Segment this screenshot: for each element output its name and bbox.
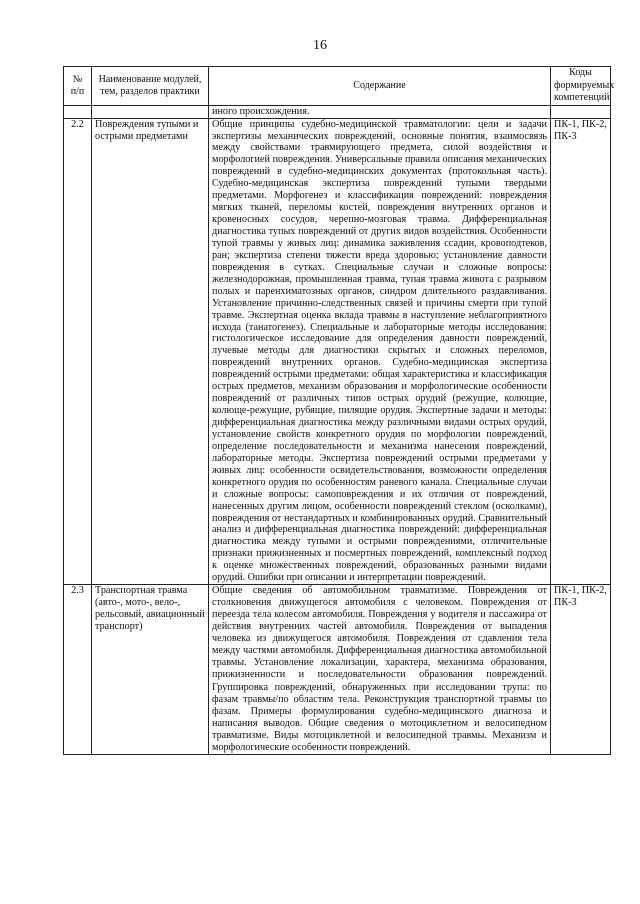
header-codes: Коды формируемых компетенций: [551, 67, 611, 106]
cell-empty: [92, 105, 209, 118]
header-content: Содержание: [209, 67, 551, 106]
header-num-text: № п/п: [70, 73, 85, 97]
module-name: Транспортная травма (авто-, мото-, вело-, рельсовый, авиационный транспорт): [92, 585, 209, 755]
module-content: Общие принципы судебно-медицинской травматологии: цели и задачи экспертизы механических повреждений, основные понятия, взаимосвязь между свойствами травмирующего предмета, силой воздействия и морфологией повреждения. Универсальные правила описания механических повреждений в судебно-медицинских документах (протокольная часть). Судебно-медицинская экспертиза повреждений тупыми твердыми предметами. Морфогенез и классификация повреждений: повреждения мягких тканей, переломы костей, повреждения внутренних органов и кровеносных сосудов, черепно-мозговая травма. Дифференциальная диагностика тупых повреждений от других видов воздействия. Особенности тупой травмы у живых лиц: динамика заживления ссадин, кровоподтеков, ран; экспертиза степени тяжести вреда здоровью; установление давности повреждения в сутках. Специальные случаи и сложные вопросы: железнодорожная, промышленная травма, тупая травма живота с разрывом полых и паренхиматозных органов, синдром длительного раздавливания. Установление причинно-следственных связей и причины смерти при тупой травме. Экспертная оценка вклада травмы в наступление неблагоприятного исхода (танатогенез). Специальные и лабораторные методы исследования: гистологическое исследование для определения давности повреждений, лучевые методы для диагностики скрытых и сложных переломов, повреждений внутренних органов. Судебно-медицинская экспертиза повреждений острыми предметами: общая характеристика и классификация острых предметов, механизм образования и морфологические особенности повреждений от различных типов острых орудий (режущие, колющие, колюще-режущие, рубящие, пилящие орудия. Экспертные задачи и методы: дифференциальная диагностика между различными видами острых орудий, установление свойств конкретного орудия по морфологии повреждений, определение последовательности и механизма нанесения повреждений, лабораторные методы. Экспертиза повреждений острыми предметами у живых лиц: особенности освидетельствования, возможности определения конкретного орудия по особенностям раневого канала. Специальные случаи и сложные вопросы: самоповреждения и их отличия от повреждений, нанесенных другим лицом, особенности повреждений стеклом (осколками), повреждения от нестандартных и комбинированных орудий. Сравнительный анализ и дифференциальная диагностика повреждений: дифференциальная диагностика между тупыми и острыми повреждениями, отличительные признаки прижизненных и посмертных повреждений, комплексный подход к оценке множественных повреждений, образованных разными видами орудий. Ошибки при описании и интерпретации повреждений.: [209, 118, 551, 585]
row-number: 2.2: [64, 118, 92, 585]
cell-empty: [64, 105, 92, 118]
curriculum-table: [63, 66, 615, 755]
row-number: 2.3: [64, 585, 92, 755]
competency-codes: ПК-1, ПК-2, ПК-3: [551, 118, 611, 585]
page-number: 16: [313, 38, 327, 53]
module-content: Общие сведения об автомобильном травматизме. Повреждения от столкновения движущегося автомобиля с человеком. Повреждения от переезда тела колесом автомобиля. Повреждения у водителя и пассажира от действия внутренних частей автомобиля. Повреждения от выпадения человека из движущегося автомобиля. Повреждения от сдавления тела между частями автомобиля. Дифференциальная диагностика автомобильной травмы. Установление локализации, характера, механизма образования, прижизненности и последовательности образования повреждений. Группировка повреждений, обнаруженных при исследовании трупа: по фазам травмы/по областям тела. Реконструкция транспортной травмы по фазам. Примеры формулирования судебно-медицинского диагноза и написания выводов. Общие сведения о мотоциклетном и велосипедном травматизме. Виды мотоциклетной и велосипедной травмы. Механизм и морфологические особенности повреждений.: [209, 585, 551, 755]
module-name: Повреждения тупыми и острыми предметами: [92, 118, 209, 585]
header-module: Наименование модулей, тем, разделов практики: [92, 67, 209, 106]
table-row-continuation: [64, 105, 611, 118]
continuation-text: иного происхождения.: [209, 105, 551, 118]
competency-codes: ПК-1, ПК-2, ПК-3: [551, 585, 611, 755]
table-row: [64, 118, 611, 585]
header-num: [64, 67, 92, 106]
table-row: [64, 585, 611, 755]
table-header-row: [64, 67, 611, 106]
cell-empty: [551, 105, 611, 118]
